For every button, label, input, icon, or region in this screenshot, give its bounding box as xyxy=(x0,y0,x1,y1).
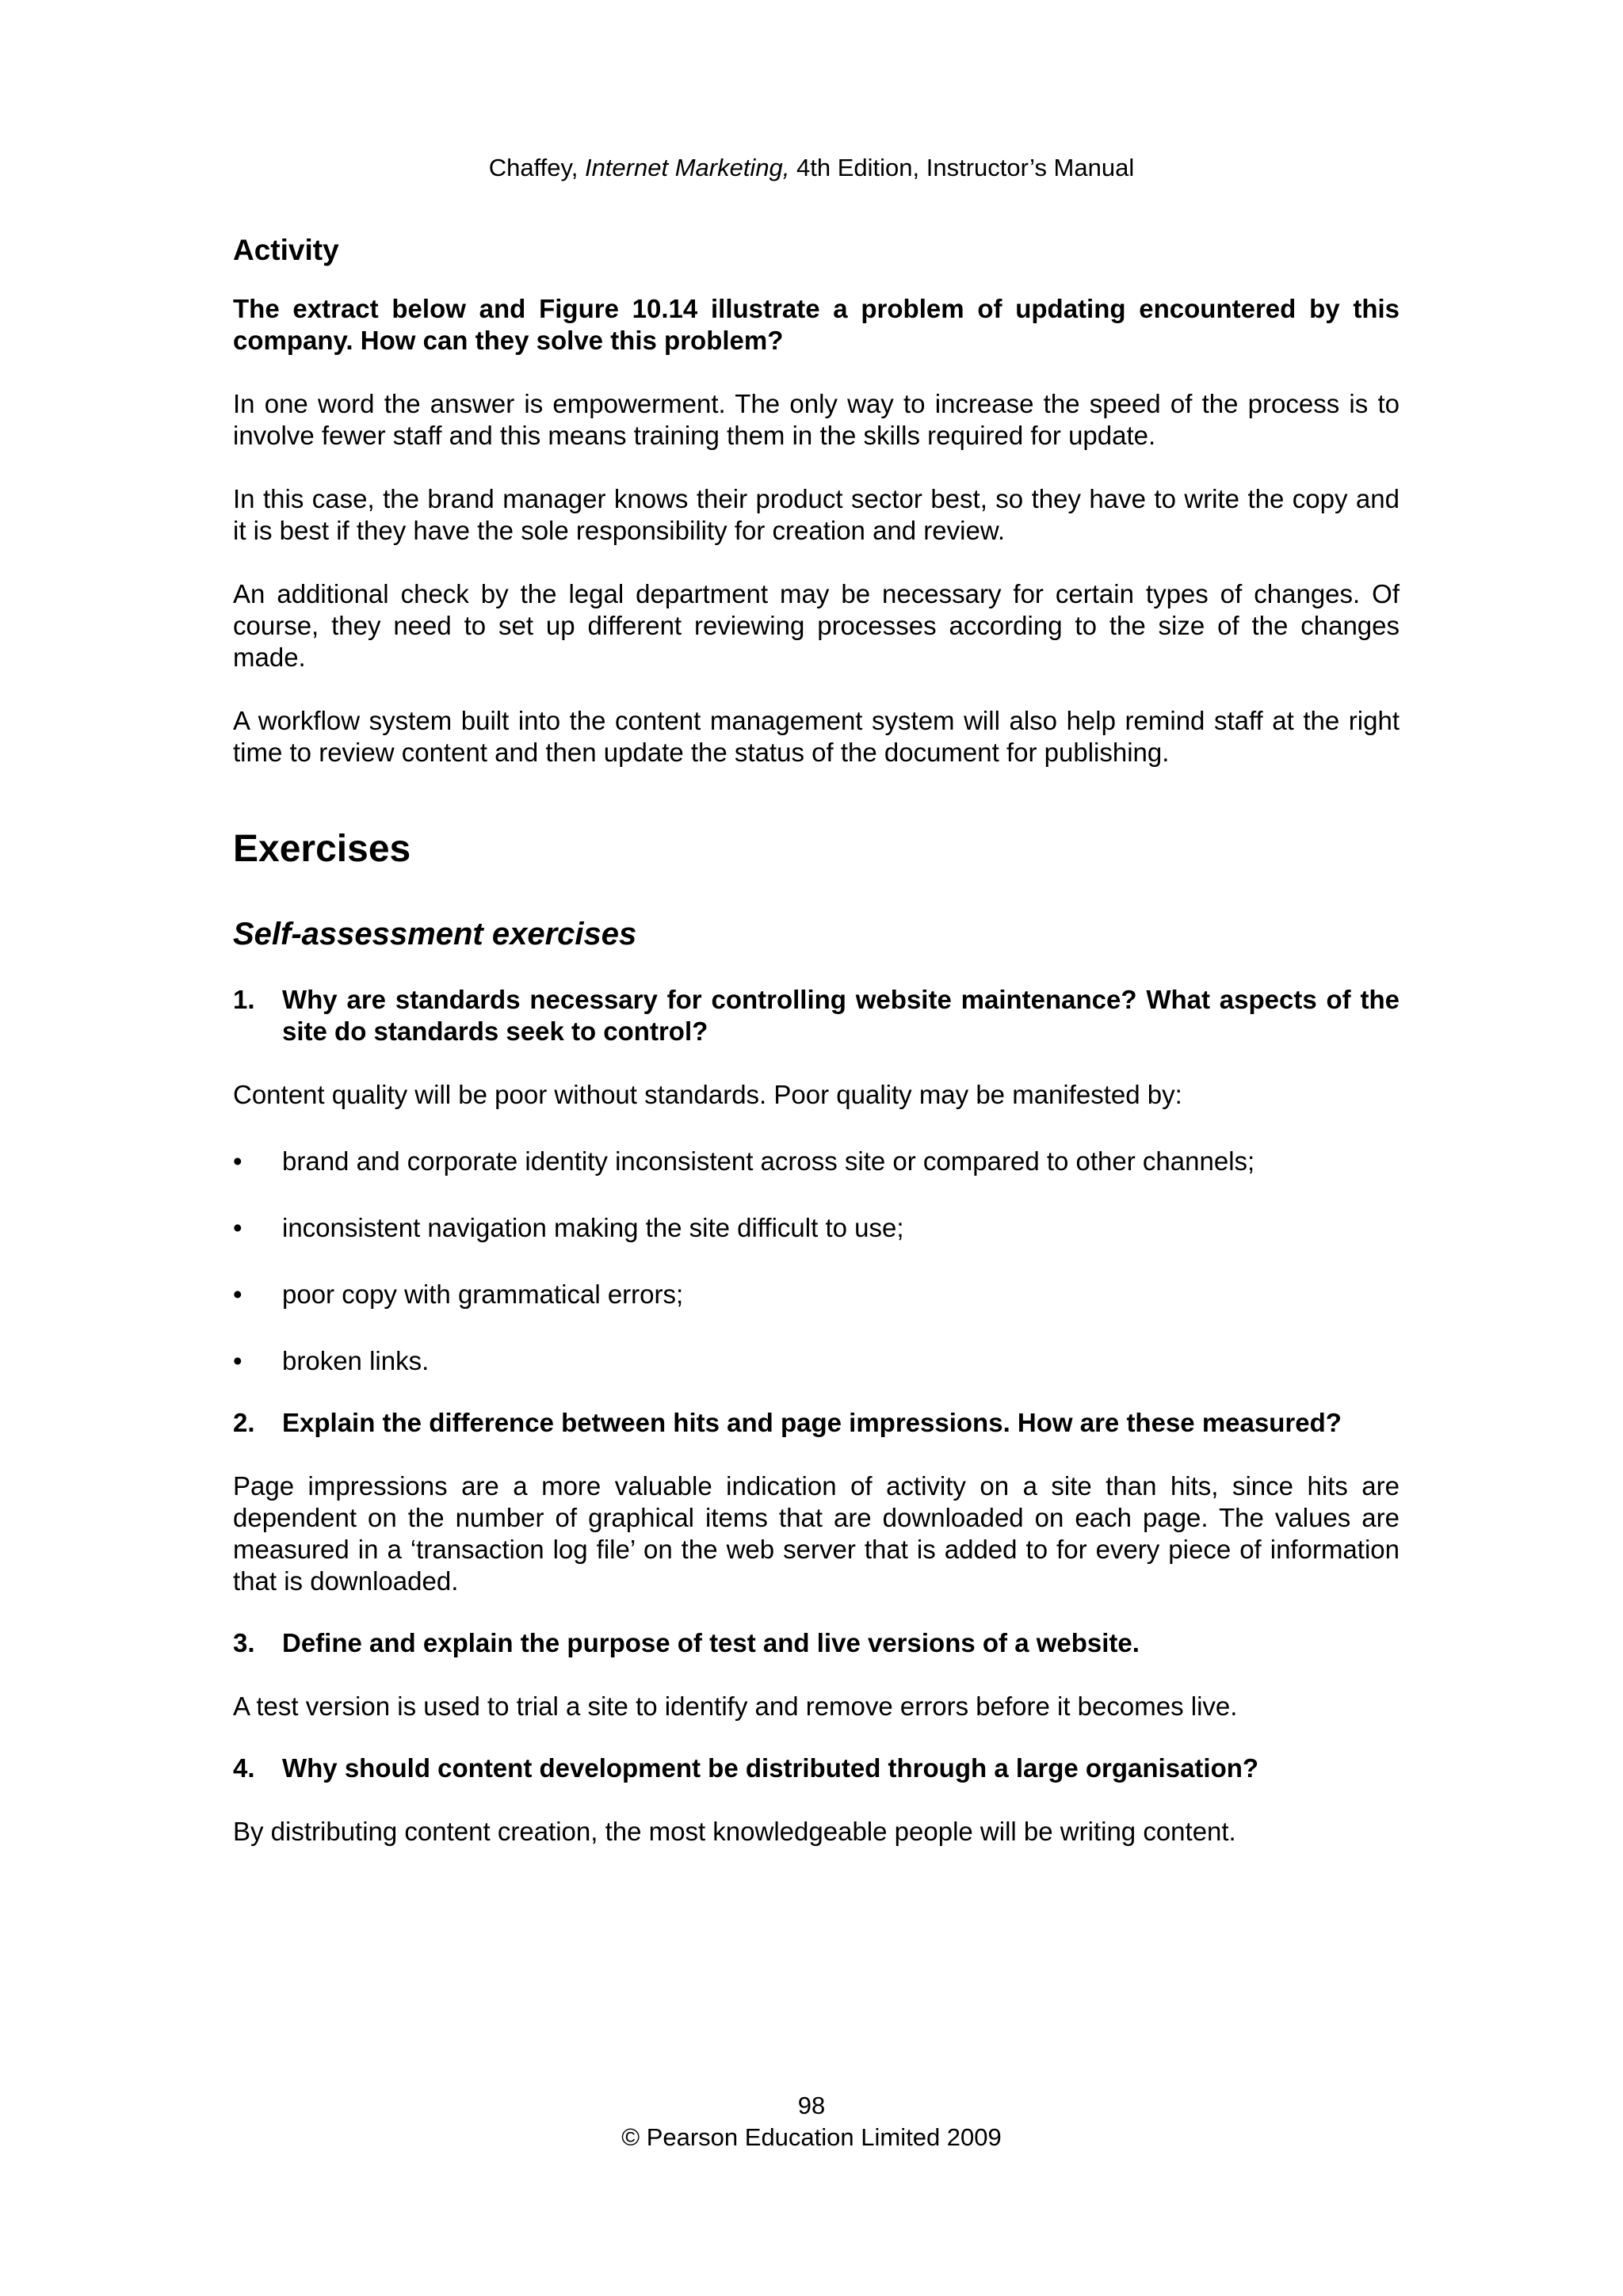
answer-2: Page impressions are a more valuable indication of activity on a site than hits, since hits are dependent on the number of graphical items that are downloaded on each page. The values are measured in a ‘transaction log file’ on the web server that is added to for every piece of information that is downloaded. xyxy=(233,1471,1400,1596)
answer-3: A test version is used to trial a site to identify and remove errors before it becomes live. xyxy=(233,1691,1238,1721)
activity-paragraph: A workflow system built into the content management system will also help remind staff at the right time to review content and then update the status of the document for publishing. xyxy=(233,706,1400,767)
answer-1-bullet-list xyxy=(233,1146,1400,1377)
question-number: 4. xyxy=(233,1753,255,1783)
list-item xyxy=(233,1146,1400,1177)
question-number: 1. xyxy=(233,985,255,1014)
list-item-text: brand and corporate identity inconsistent across site or compared to other channels; xyxy=(282,1146,1255,1176)
answer-4: By distributing content creation, the most knowledgeable people will be writing content. xyxy=(233,1817,1236,1846)
question-text: Why should content development be distributed through a large organisation? xyxy=(282,1753,1259,1783)
bullet-icon: • xyxy=(233,1346,242,1375)
activity-paragraph: In this case, the brand manager knows their product sector best, so they have to write the copy and it is best if they have the sole responsibility for creation and review. xyxy=(233,484,1400,545)
question-3 xyxy=(233,1627,1400,1659)
list-item-text: inconsistent navigation making the site difficult to use; xyxy=(282,1213,904,1242)
question-2 xyxy=(233,1407,1400,1439)
question-number: 2. xyxy=(233,1408,255,1437)
question-text: Define and explain the purpose of test and live versions of a website. xyxy=(282,1628,1140,1657)
page-body xyxy=(233,231,1400,1848)
list-item-text: poor copy with grammatical errors; xyxy=(282,1280,684,1309)
header-author: Chaffey, xyxy=(488,154,585,181)
list-item xyxy=(233,1279,1400,1310)
exercises-heading: Exercises xyxy=(233,828,411,870)
question-4 xyxy=(233,1753,1400,1784)
answer-1-intro: Content quality will be poor without standards. Poor quality may be manifested by: xyxy=(233,1080,1182,1109)
header-book-title: Internet Marketing, xyxy=(584,154,790,181)
activity-heading: Activity xyxy=(233,234,339,266)
question-text: Why are standards necessary for controlling website maintenance? What aspects of the site do standards seek to control? xyxy=(282,985,1400,1046)
question-1 xyxy=(233,984,1400,1047)
page-footer xyxy=(0,2090,1623,2153)
bullet-icon: • xyxy=(233,1280,242,1309)
list-item xyxy=(233,1345,1400,1377)
bullet-icon: • xyxy=(233,1146,242,1176)
activity-question: The extract below and Figure 10.14 illustrate a problem of updating encountered by this company. How can they solve this problem? xyxy=(233,294,1400,355)
copyright-notice: © Pearson Education Limited 2009 xyxy=(621,2123,1002,2151)
activity-paragraph: An additional check by the legal department may be necessary for certain types of changes. Of course, they need to set up different reviewing processes according to the size of the changes made. xyxy=(233,579,1400,672)
bullet-icon: • xyxy=(233,1213,242,1242)
header-edition: 4th Edition, Instructor’s Manual xyxy=(789,154,1135,181)
self-assessment-heading: Self-assessment exercises xyxy=(233,917,637,952)
activity-paragraph: In one word the answer is empowerment. The only way to increase the speed of the process is to involve fewer staff and this means training them in the skills required for update. xyxy=(233,389,1400,450)
question-number: 3. xyxy=(233,1628,255,1657)
page-number: 98 xyxy=(797,2092,826,2119)
list-item xyxy=(233,1212,1400,1244)
question-text: Explain the difference between hits and page impressions. How are these measured? xyxy=(282,1408,1342,1437)
list-item-text: broken links. xyxy=(282,1346,430,1375)
running-header xyxy=(0,152,1623,184)
